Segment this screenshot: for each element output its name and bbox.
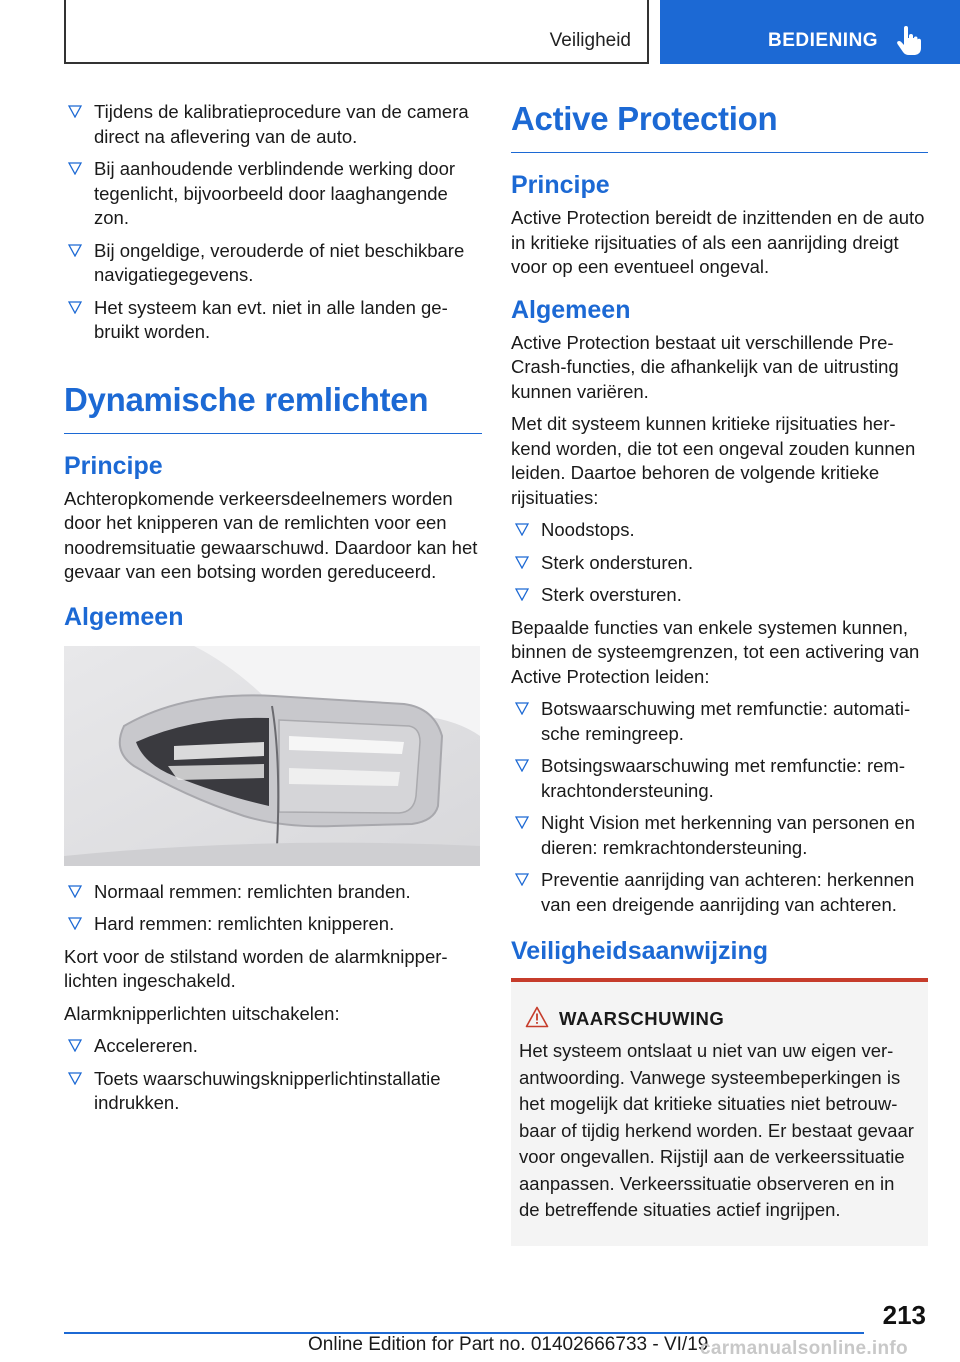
list-item: Het systeem kan evt. niet in alle landen gebruikt worden. — [64, 296, 482, 345]
warning-box — [511, 978, 928, 1246]
footer-edition: Online Edition for Part no. 01402666733 - VI/19 — [308, 1334, 709, 1355]
header-section-title: Veiligheid — [549, 30, 631, 51]
paragraph: Met dit systeem kunnen kritieke rijsituaties herkend worden, die tot een ongeval zouden kunnen leiden. Daartoe behoren de volgende kritieke rijsituaties: — [511, 413, 916, 508]
list-item: Preventie aanrijding van achteren: herkennen van een dreigende aanrijding van achteren. — [511, 868, 928, 917]
watermark: carmanualsonline.info — [700, 1338, 908, 1359]
paragraph: Bepaalde functies van enkele systemen kunnen, binnen de systeemgrenzen, tot een activering van Active Protection leiden: — [511, 616, 920, 687]
bullet-triangle-icon — [68, 1072, 82, 1085]
list-item: Botsingswaarschuwing met remfunctie: remkrachtondersteuning. — [511, 754, 928, 803]
list-item: Tijdens de kalibratieprocedure van de camera direct na aflevering van de auto. — [64, 100, 482, 149]
list-item: Sterk oversturen. — [511, 583, 928, 608]
page-number: 213 — [882, 1300, 926, 1330]
paragraph: Kort voor de stilstand worden de alarmknipperlichten ingeschakeld. — [64, 945, 448, 991]
bullet-triangle-icon — [515, 702, 529, 715]
warning-text: Het systeem ontslaat u niet van uw eigen verantwoording. Vanwege systeembeperkingen is het mogelijk dat kritieke situaties niet betrouwbaar of tijdig herkend worden. Er bestaat gevaar voor ongevallen. Rijstijl aan de verkeerssituatie aanpassen. Verkeerssituatie observeren en in de betreffende situaties actief ingrijpen. — [519, 1040, 914, 1220]
list-item: Accelereren. — [64, 1034, 482, 1059]
header-section-box — [64, 0, 649, 64]
bullet-triangle-icon — [515, 523, 529, 536]
paragraph: Active Protection bestaat uit verschillende Pre-Crash-functies, die afhankelijk van de uitrusting kunnen variëren. — [511, 331, 899, 402]
bullet-triangle-icon — [515, 556, 529, 569]
list-item: Night Vision met herkenning van personen en dieren: remkrachtondersteuning. — [511, 811, 928, 860]
warning-title: WAARSCHUWING — [519, 1008, 918, 1030]
paragraph-principe: Active Protection bereidt de inzittenden en de auto in kritieke rijsituaties of als een aanrijding dreigt voor op een eventueel ongeval. — [511, 207, 925, 277]
subheading-algemeen: Algemeen — [511, 295, 631, 324]
bullet-triangle-icon — [515, 816, 529, 829]
header-chapter-title: BEDIENING — [768, 30, 879, 51]
list-item: Botswaarschuwing met remfunctie: automatische remingreep. — [511, 697, 928, 746]
bullet-triangle-icon — [515, 588, 529, 601]
bullet-triangle-icon — [68, 301, 82, 314]
bullet-triangle-icon — [68, 885, 82, 898]
list-item: Noodstops. — [511, 518, 928, 543]
list-item: Hard remmen: remlichten knipperen. — [64, 912, 482, 937]
list-item: Bij aanhoudende verblindende werking door tegenlicht, bijvoorbeeld door laaghangende zon. — [64, 157, 482, 231]
bullet-triangle-icon — [515, 759, 529, 772]
subheading-principe: Principe — [511, 171, 610, 199]
bullet-triangle-icon — [68, 917, 82, 930]
warning-triangle-icon — [525, 1006, 549, 1028]
bullet-triangle-icon — [68, 244, 82, 257]
right-column — [511, 100, 928, 1246]
section-title-active-protection: Active Protection — [511, 100, 928, 153]
pointing-hand-icon — [896, 26, 922, 56]
paragraph: Alarmknipperlichten uitschakelen: — [64, 1002, 340, 1024]
list-item: Toets waarschuwingsknipperlichtinstallatie indrukken. — [64, 1067, 482, 1116]
left-column — [64, 100, 482, 1124]
subheading-principe: Principe — [64, 451, 163, 480]
header-chapter-tab[interactable] — [660, 0, 960, 64]
list-item: Bij ongeldige, verouderde of niet beschikbare navigatiegegevens. — [64, 239, 482, 288]
paragraph-principe: Achteropkomende verkeersdeelnemers worden door het knipperen van de remlichten voor een noodremsituatie gewaarschuwd. Daardoor kan het gevaar van een botsing worden gereduceerd. — [64, 487, 478, 582]
section-title-dynamische-remlichten: Dynamische remlichten — [64, 381, 482, 434]
bullet-triangle-icon — [68, 105, 82, 118]
bullet-triangle-icon — [68, 1039, 82, 1052]
subheading-algemeen: Algemeen — [64, 602, 184, 631]
bullet-triangle-icon — [515, 873, 529, 886]
list-item: Sterk ondersturen. — [511, 551, 928, 576]
bullet-triangle-icon — [68, 162, 82, 175]
brake-light-illustration — [64, 646, 480, 866]
list-item: Normaal remmen: remlichten branden. — [64, 880, 482, 905]
subheading-veiligheidsaanwijzing: Veiligheidsaanwijzing — [511, 937, 769, 965]
